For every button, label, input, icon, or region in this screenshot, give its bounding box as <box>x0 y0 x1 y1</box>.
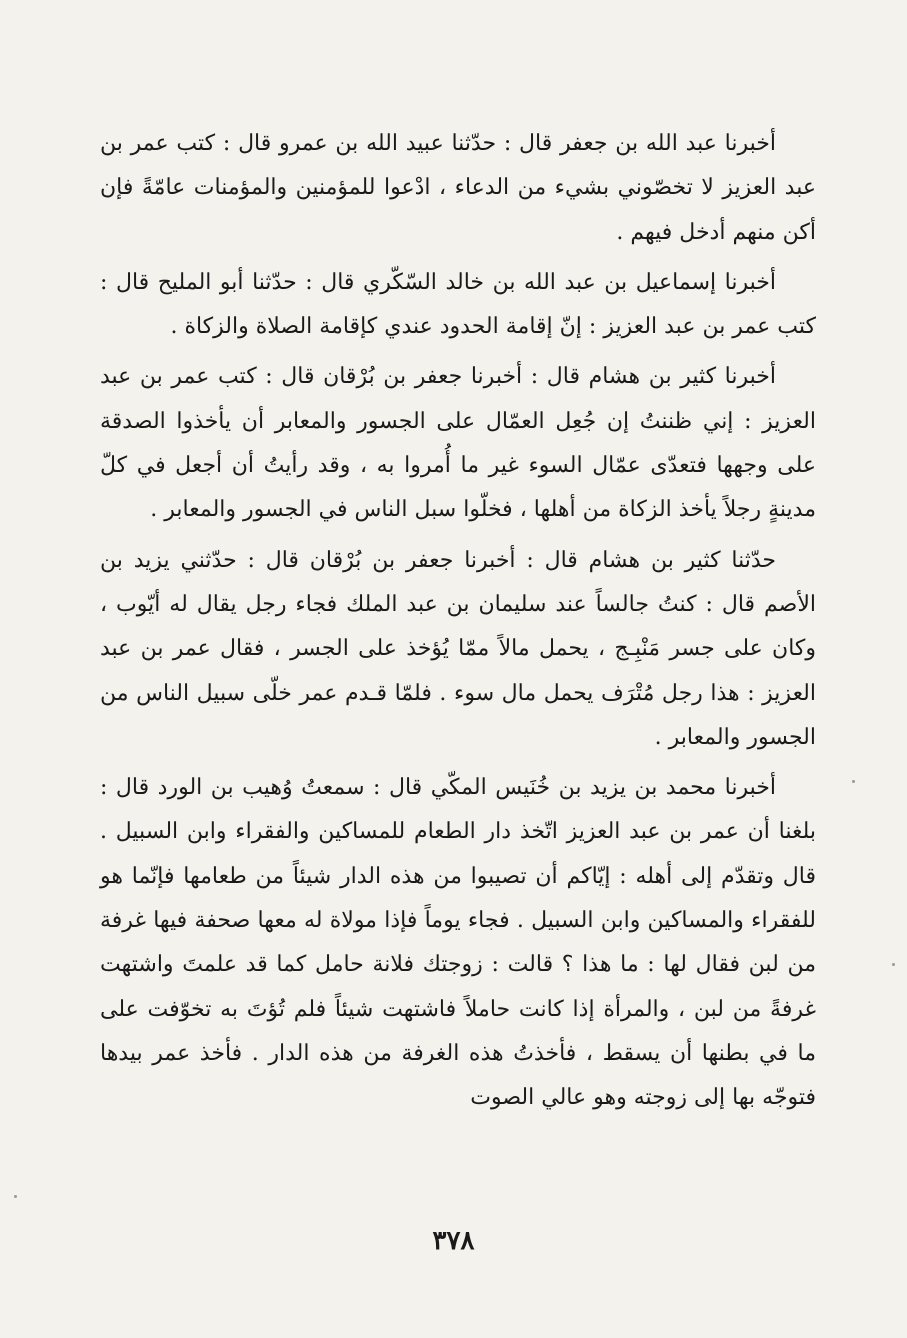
paragraph-2: أخبرنا إسماعيل بن عبد الله بن خالد السّكّري قال : حدّثنا أبو المليح قال : كتب عمر بن عبد العزيز : إنّ إقامة الحدود عندي كإقامة الصلاة والزكاة . <box>100 269 816 340</box>
page-number: ٣٧٨ <box>432 1226 475 1256</box>
paragraph-3: أخبرنا كثير بن هشام قال : أخبرنا جعفر بن بُرْقان قال : كتب عمر بن عبد العزيز : إني ظننتُ إن جُعِل العمّال على الجسور والمعابر أن يأخذوا الصدقة على وجهها فتعدّى عمّال السوء غير ما أُمروا به ، وقد رأيتُ أن أجعل في كلّ مدينةٍ رجلاً يأخذ الزكاة من أهلها ، فخلّوا سبل الناس في الجسور والمعابر . <box>100 364 816 523</box>
page-body <box>100 122 816 1127</box>
paragraph-5: أخبرنا محمد بن يزيد بن خُنَيس المكّي قال : سمعتُ وُهيب بن الورد قال : بلغنا أن عمر بن عبد العزيز اتّخذ دار الطعام للمساكين والفقراء وابن السبيل . قال وتقدّم إلى أهله : إيّاكم أن تصيبوا من هذه الدار شيئاً من طعامها فإنّما هو للفقراء والمساكين وابن السبيل . فجاء يوماً فإذا مولاة له معها صحفة فيها غرفة من لبن فقال لها : ما هذا ؟ قالت : زوجتك فلانة حامل كما قد علمتَ واشتهت غرفةً من لبن ، والمرأة إذا كانت حاملاً فاشتهت شيئاً فلم تُؤتَ به تخوّفت على ما في بطنها أن يسقط ، فأخذتُ هذه الغرفة من هذه الدار . فأخذ عمر بيدها فتوجّه بها إلى زوجته وهو عالي الصوت <box>100 775 816 1111</box>
paragraph-4: حدّثنا كثير بن هشام قال : أخبرنا جعفر بن بُرْقان قال : حدّثني يزيد بن الأصم قال : كنتُ جالساً عند سليمان بن عبد الملك فجاء رجل يقال له أيّوب ، وكان على جسر مَنْبِـج ، يحمل مالاً ممّا يُؤخذ على الجسر ، فقال عمر بن عبد العزيز : هذا رجل مُتْرَف يحمل مال سوء . فلمّا قـدم عمر خلّى سبيل الناس من الجسور والمعابر . <box>100 547 816 750</box>
paragraph-1: أخبرنا عبد الله بن جعفر قال : حدّثنا عبيد الله بن عمرو قال : كتب عمر بن عبد العزيز لا تخصّوني بشيء من الدعاء ، ادْعوا للمؤمنين والمؤمنات عامّةً فإن أكن منهم أدخل فيهم . <box>100 131 816 245</box>
scan-speck <box>892 963 895 966</box>
scan-speck <box>852 780 855 783</box>
scan-speck <box>14 1195 17 1198</box>
